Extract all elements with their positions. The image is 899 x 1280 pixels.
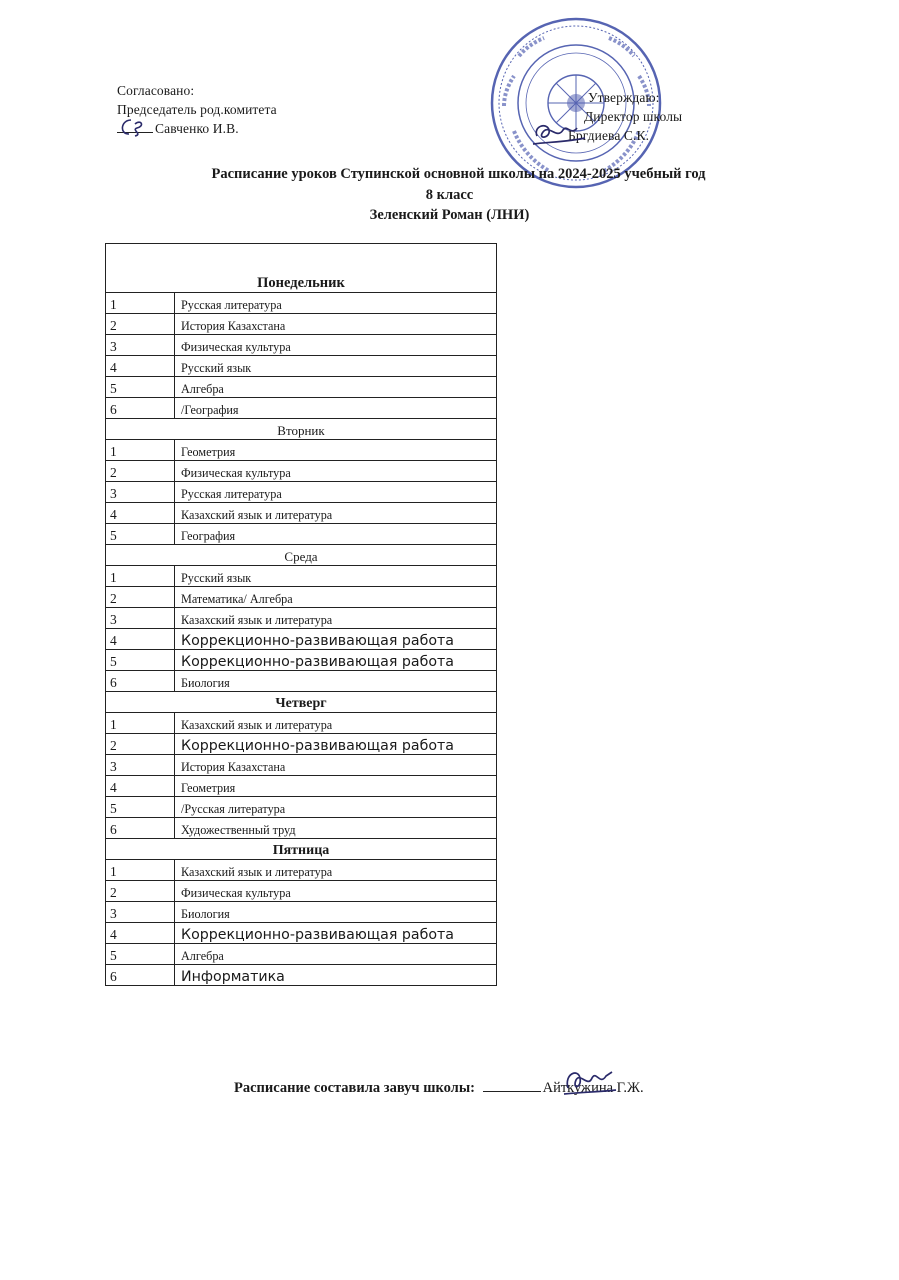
lesson-subject: Художественный труд: [175, 818, 497, 839]
lesson-row: [106, 356, 497, 377]
lesson-row: [106, 503, 497, 524]
lesson-row: [106, 734, 497, 755]
lesson-number: 5: [106, 650, 175, 671]
schedule-table: [105, 243, 497, 986]
agreed-label: Согласовано:: [117, 83, 195, 98]
lesson-subject: /География: [175, 398, 497, 419]
lesson-subject: География: [175, 524, 497, 545]
lesson-subject: Коррекционно-развивающая работа: [175, 734, 497, 755]
lesson-subject: Русский язык: [175, 356, 497, 377]
lesson-number: 1: [106, 713, 175, 734]
lesson-number: 5: [106, 377, 175, 398]
lesson-subject: Алгебра: [175, 377, 497, 398]
lesson-row: [106, 650, 497, 671]
lesson-number: 3: [106, 335, 175, 356]
lesson-row: [106, 755, 497, 776]
lesson-row: [106, 293, 497, 314]
lesson-subject: Геометрия: [175, 776, 497, 797]
footer-signature-line: [483, 1091, 541, 1092]
lesson-row: [106, 776, 497, 797]
compiled-by-label: Расписание составила завуч школы:: [234, 1080, 475, 1096]
committee-chair-position: Председатель род.комитета: [117, 102, 277, 117]
lesson-subject: Коррекционно-развивающая работа: [175, 629, 497, 650]
lesson-subject: Биология: [175, 671, 497, 692]
lesson-subject: Казахский язык и литература: [175, 860, 497, 881]
approval-block-right: [568, 88, 718, 145]
lesson-number: 4: [106, 503, 175, 524]
student-name: Зеленский Роман (ЛНИ): [369, 207, 530, 223]
lesson-number: 1: [106, 860, 175, 881]
director-position: Директор школы: [584, 109, 683, 124]
lesson-row: [106, 629, 497, 650]
signature-director-icon: [527, 118, 589, 150]
lesson-row: [106, 461, 497, 482]
lesson-row: [106, 335, 497, 356]
director-name: Бргдиева С.К.: [568, 128, 650, 143]
lesson-subject: Коррекционно-развивающая работа: [175, 923, 497, 944]
lesson-subject: Казахский язык и литература: [175, 713, 497, 734]
lesson-number: 5: [106, 797, 175, 818]
lesson-number: 6: [106, 671, 175, 692]
lesson-number: 3: [106, 755, 175, 776]
lesson-row: [106, 398, 497, 419]
day-header-row: [106, 419, 497, 440]
lesson-row: [106, 587, 497, 608]
lesson-subject: Русская литература: [175, 482, 497, 503]
lesson-row: [106, 377, 497, 398]
lesson-number: 6: [106, 965, 175, 986]
day-header-row: [106, 692, 497, 713]
lesson-number: 2: [106, 881, 175, 902]
lesson-subject: История Казахстана: [175, 314, 497, 335]
signature-footer-icon: [560, 1064, 620, 1100]
lesson-number: 4: [106, 629, 175, 650]
approve-label: Утверждаю:: [588, 90, 660, 105]
lesson-row: [106, 902, 497, 923]
lesson-number: 1: [106, 293, 175, 314]
day-name: Пятница: [106, 839, 497, 860]
day-header-row: [106, 244, 497, 293]
lesson-subject: Казахский язык и литература: [175, 503, 497, 524]
day-name: Четверг: [106, 692, 497, 713]
lesson-number: 1: [106, 566, 175, 587]
day-name: Среда: [106, 545, 497, 566]
lesson-number: 1: [106, 440, 175, 461]
lesson-row: [106, 944, 497, 965]
lesson-number: 2: [106, 461, 175, 482]
lesson-subject: Информатика: [175, 965, 497, 986]
day-name: Вторник: [106, 419, 497, 440]
schedule-title: Расписание уроков Ступинской основной школы на 2024-2025 учебный год: [211, 166, 706, 182]
lesson-subject: Физическая культура: [175, 461, 497, 482]
lesson-row: [106, 965, 497, 986]
lesson-number: 4: [106, 356, 175, 377]
day-header-row: [106, 545, 497, 566]
lesson-row: [106, 608, 497, 629]
lesson-subject: Казахский язык и литература: [175, 608, 497, 629]
lesson-number: 3: [106, 482, 175, 503]
lesson-row: [106, 713, 497, 734]
lesson-row: [106, 314, 497, 335]
lesson-number: 2: [106, 314, 175, 335]
day-name: Понедельник: [106, 244, 497, 293]
lesson-subject: Алгебра: [175, 944, 497, 965]
lesson-row: [106, 524, 497, 545]
signature-left-icon: [117, 116, 151, 142]
lesson-number: 2: [106, 587, 175, 608]
lesson-subject: Физическая культура: [175, 335, 497, 356]
lesson-subject: Геометрия: [175, 440, 497, 461]
lesson-row: [106, 566, 497, 587]
lesson-row: [106, 860, 497, 881]
lesson-number: 6: [106, 818, 175, 839]
lesson-subject: Коррекционно-развивающая работа: [175, 650, 497, 671]
lesson-row: [106, 881, 497, 902]
class-label: 8 класс: [425, 187, 474, 203]
lesson-number: 4: [106, 923, 175, 944]
lesson-row: [106, 923, 497, 944]
lesson-subject: /Русская литература: [175, 797, 497, 818]
lesson-number: 3: [106, 608, 175, 629]
compiled-by-name: Айткужина Г.Ж.: [542, 1080, 644, 1096]
lesson-subject: Русская литература: [175, 293, 497, 314]
lesson-subject: Биология: [175, 902, 497, 923]
lesson-subject: Физическая культура: [175, 881, 497, 902]
lesson-row: [106, 671, 497, 692]
lesson-subject: Русский язык: [175, 566, 497, 587]
committee-chair-name: Савченко И.В.: [155, 121, 239, 136]
lesson-subject: История Казахстана: [175, 755, 497, 776]
lesson-row: [106, 482, 497, 503]
lesson-subject: Математика/ Алгебра: [175, 587, 497, 608]
lesson-number: 6: [106, 398, 175, 419]
lesson-number: 2: [106, 734, 175, 755]
lesson-row: [106, 440, 497, 461]
lesson-number: 4: [106, 776, 175, 797]
lesson-number: 3: [106, 902, 175, 923]
lesson-row: [106, 818, 497, 839]
lesson-row: [106, 797, 497, 818]
day-header-row: [106, 839, 497, 860]
lesson-number: 5: [106, 944, 175, 965]
lesson-number: 5: [106, 524, 175, 545]
